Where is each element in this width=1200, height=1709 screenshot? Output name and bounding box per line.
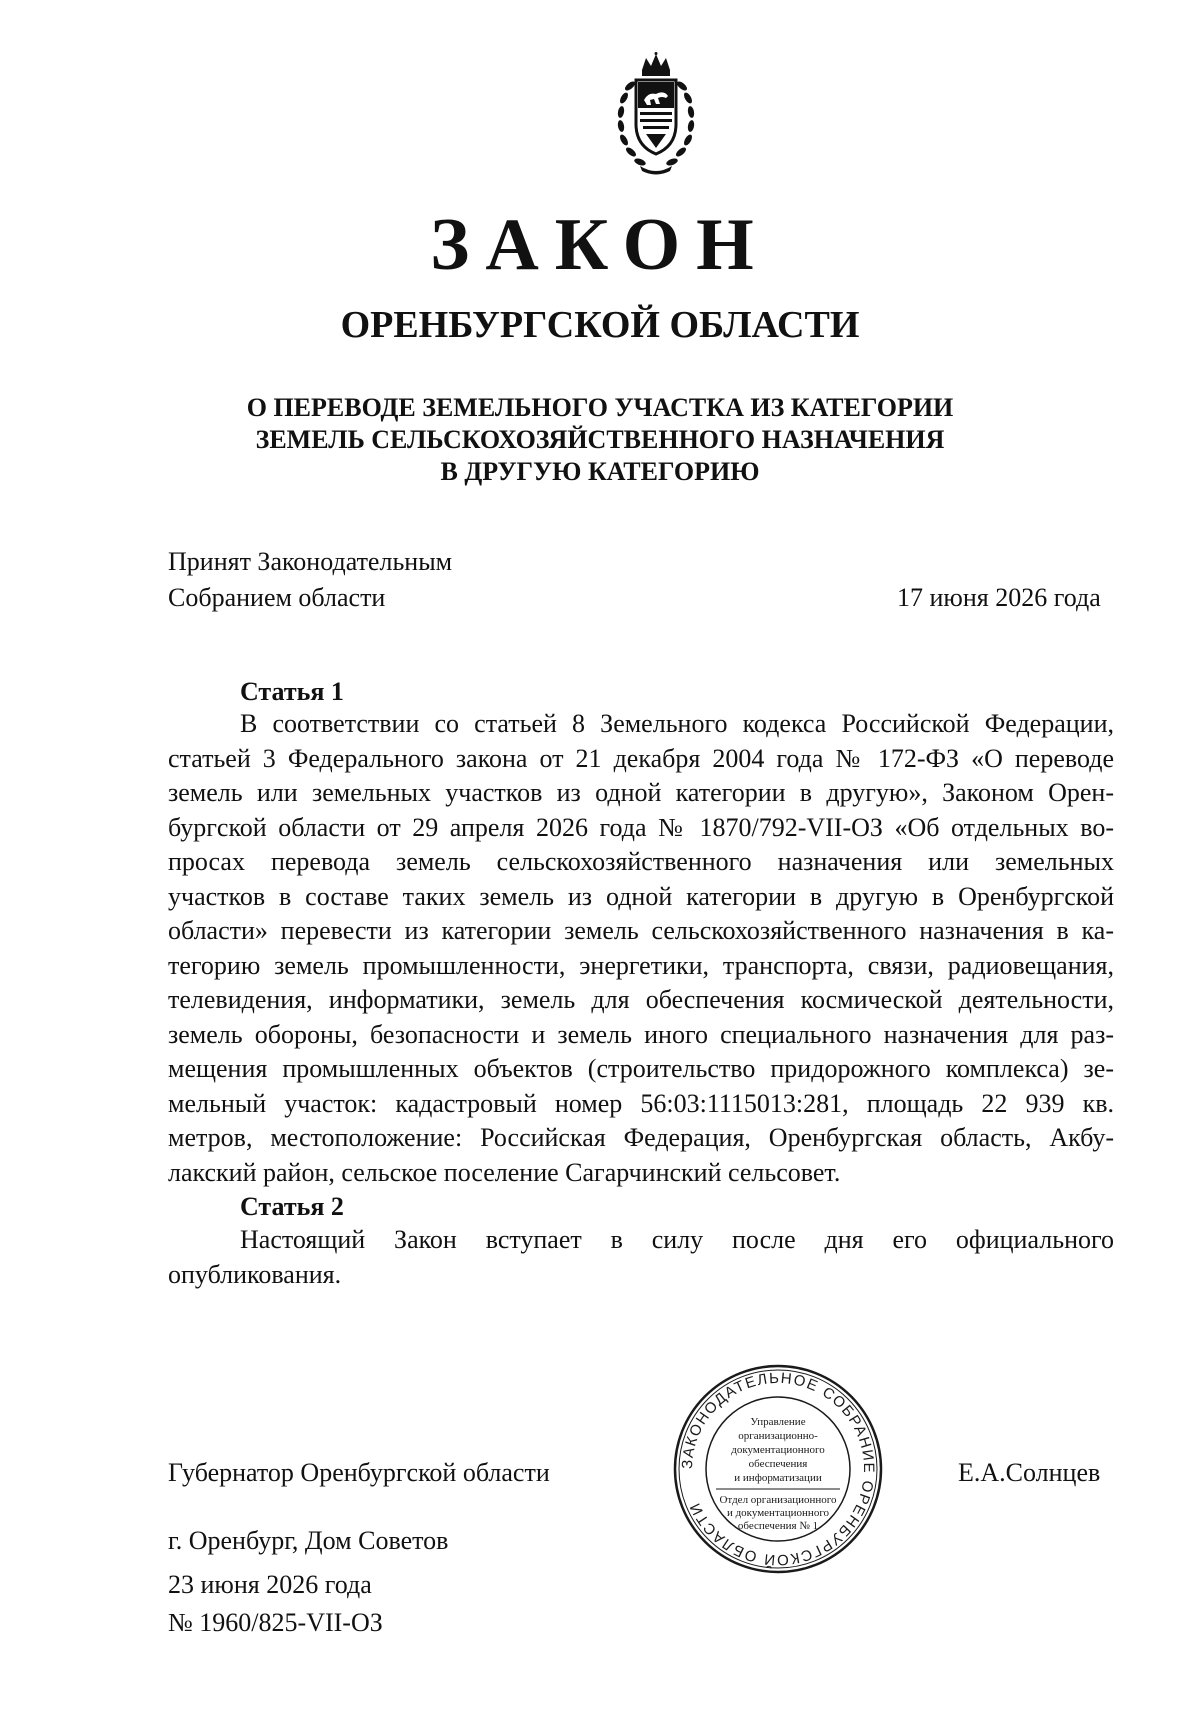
article-1-line: земель или земельных участков из одной категории в другую», Законом Орен-	[168, 778, 1114, 807]
article-1-line: метров, местоположение: Российская Федерация, Оренбургская область, Акбу-	[168, 1123, 1114, 1152]
signing-date: 23 июня 2026 года	[168, 1570, 372, 1599]
adoption-date: 17 июня 2026 года	[897, 583, 1101, 612]
article-1-line: участков в составе таких земель из одной категории в другую в Оренбургской	[168, 881, 1114, 911]
stamp-inner-line: Управление	[750, 1416, 806, 1428]
law-heading-line: ЗЕМЕЛЬ СЕЛЬСКОХОЗЯЙСТВЕННОГО НАЗНАЧЕНИЯ	[255, 425, 945, 454]
signatory-name: Е.А.Солнцев	[958, 1458, 1101, 1487]
article-1-line: просах перевода земель сельскохозяйственного назначения или земельных	[168, 847, 1114, 876]
article-1-line: В соответствии со статьей 8 Земельного кодекса Российской Федерации,	[240, 709, 1114, 738]
article-1-line: мещения промышленных объектов (строительство придорожного комплекса) зе-	[168, 1054, 1114, 1083]
signing-place: г. Оренбург, Дом Советов	[168, 1526, 449, 1555]
article-1-title: Статья 1	[240, 677, 344, 706]
stamp-inner-line: и документационного	[726, 1507, 830, 1519]
article-2-title: Статья 2	[240, 1192, 344, 1221]
article-1-line: тегорию земель промышленности, энергетики, транспорта, связи, радиовещания,	[168, 950, 1114, 980]
stamp-outer-text: ЗАКОНОДАТЕЛЬНОЕ СОБРАНИЕ ОРЕНБУРГСКОЙ ОБЛАСТИ	[678, 1369, 878, 1569]
official-stamp	[672, 1363, 884, 1575]
article-1-line: земель обороны, безопасности и земель иного специального назначения для раз-	[168, 1019, 1114, 1049]
article-1-line: бургской области от 29 апреля 2026 года № 1870/792-VII-ОЗ «Об отдельных во-	[168, 812, 1114, 842]
signatory-position: Губернатор Оренбургской области	[168, 1458, 550, 1487]
adoption-line: Собранием области	[168, 583, 386, 612]
article-1-line: лакский район, сельское поселение Сагарчинский сельсовет.	[168, 1157, 841, 1187]
stamp-inner-line: Отдел организационного	[719, 1494, 837, 1506]
law-heading-line: В ДРУГУЮ КАТЕГОРИЮ	[440, 457, 760, 486]
adoption-info	[168, 544, 452, 616]
stamp-inner-line: организационно-	[738, 1430, 818, 1442]
coat-of-arms-icon	[610, 52, 702, 178]
stamp-inner-line: обеспечения	[748, 1458, 808, 1470]
document-title: ЗАКОН	[430, 204, 770, 286]
article-2-body	[168, 1223, 1114, 1292]
article-1-line: мельный участок: кадастровый номер 56:03:1115013:281, площадь 22 939 кв.	[168, 1088, 1114, 1118]
article-2-line: Настоящий Закон вступает в силу после дня его официального	[240, 1225, 1114, 1254]
stamp-inner-line: и информатизации	[734, 1472, 822, 1484]
article-2-line: опубликования.	[168, 1259, 342, 1289]
article-1-line: области» перевести из категории земель сельскохозяйственного назначения в ка-	[168, 916, 1114, 945]
article-1-body	[168, 707, 1114, 1190]
stamp-inner-line: обеспечения № 1	[737, 1520, 819, 1532]
law-heading	[0, 392, 1200, 488]
document-region: ОРЕНБУРГСКОЙ ОБЛАСТИ	[340, 304, 860, 346]
law-number: № 1960/825-VII-ОЗ	[168, 1608, 383, 1637]
adoption-line: Принят Законодательным	[168, 547, 453, 576]
stamp-inner-line: документационного	[731, 1444, 825, 1456]
law-heading-line: О ПЕРЕВОДЕ ЗЕМЕЛЬНОГО УЧАСТКА ИЗ КАТЕГОРИИ	[246, 393, 954, 422]
article-1-line: телевидения, информатики, земель для обеспечения космической деятельности,	[168, 985, 1114, 1014]
article-1-line: статьей 3 Федерального закона от 21 декабря 2004 года № 172-ФЗ «О переводе	[168, 743, 1114, 773]
